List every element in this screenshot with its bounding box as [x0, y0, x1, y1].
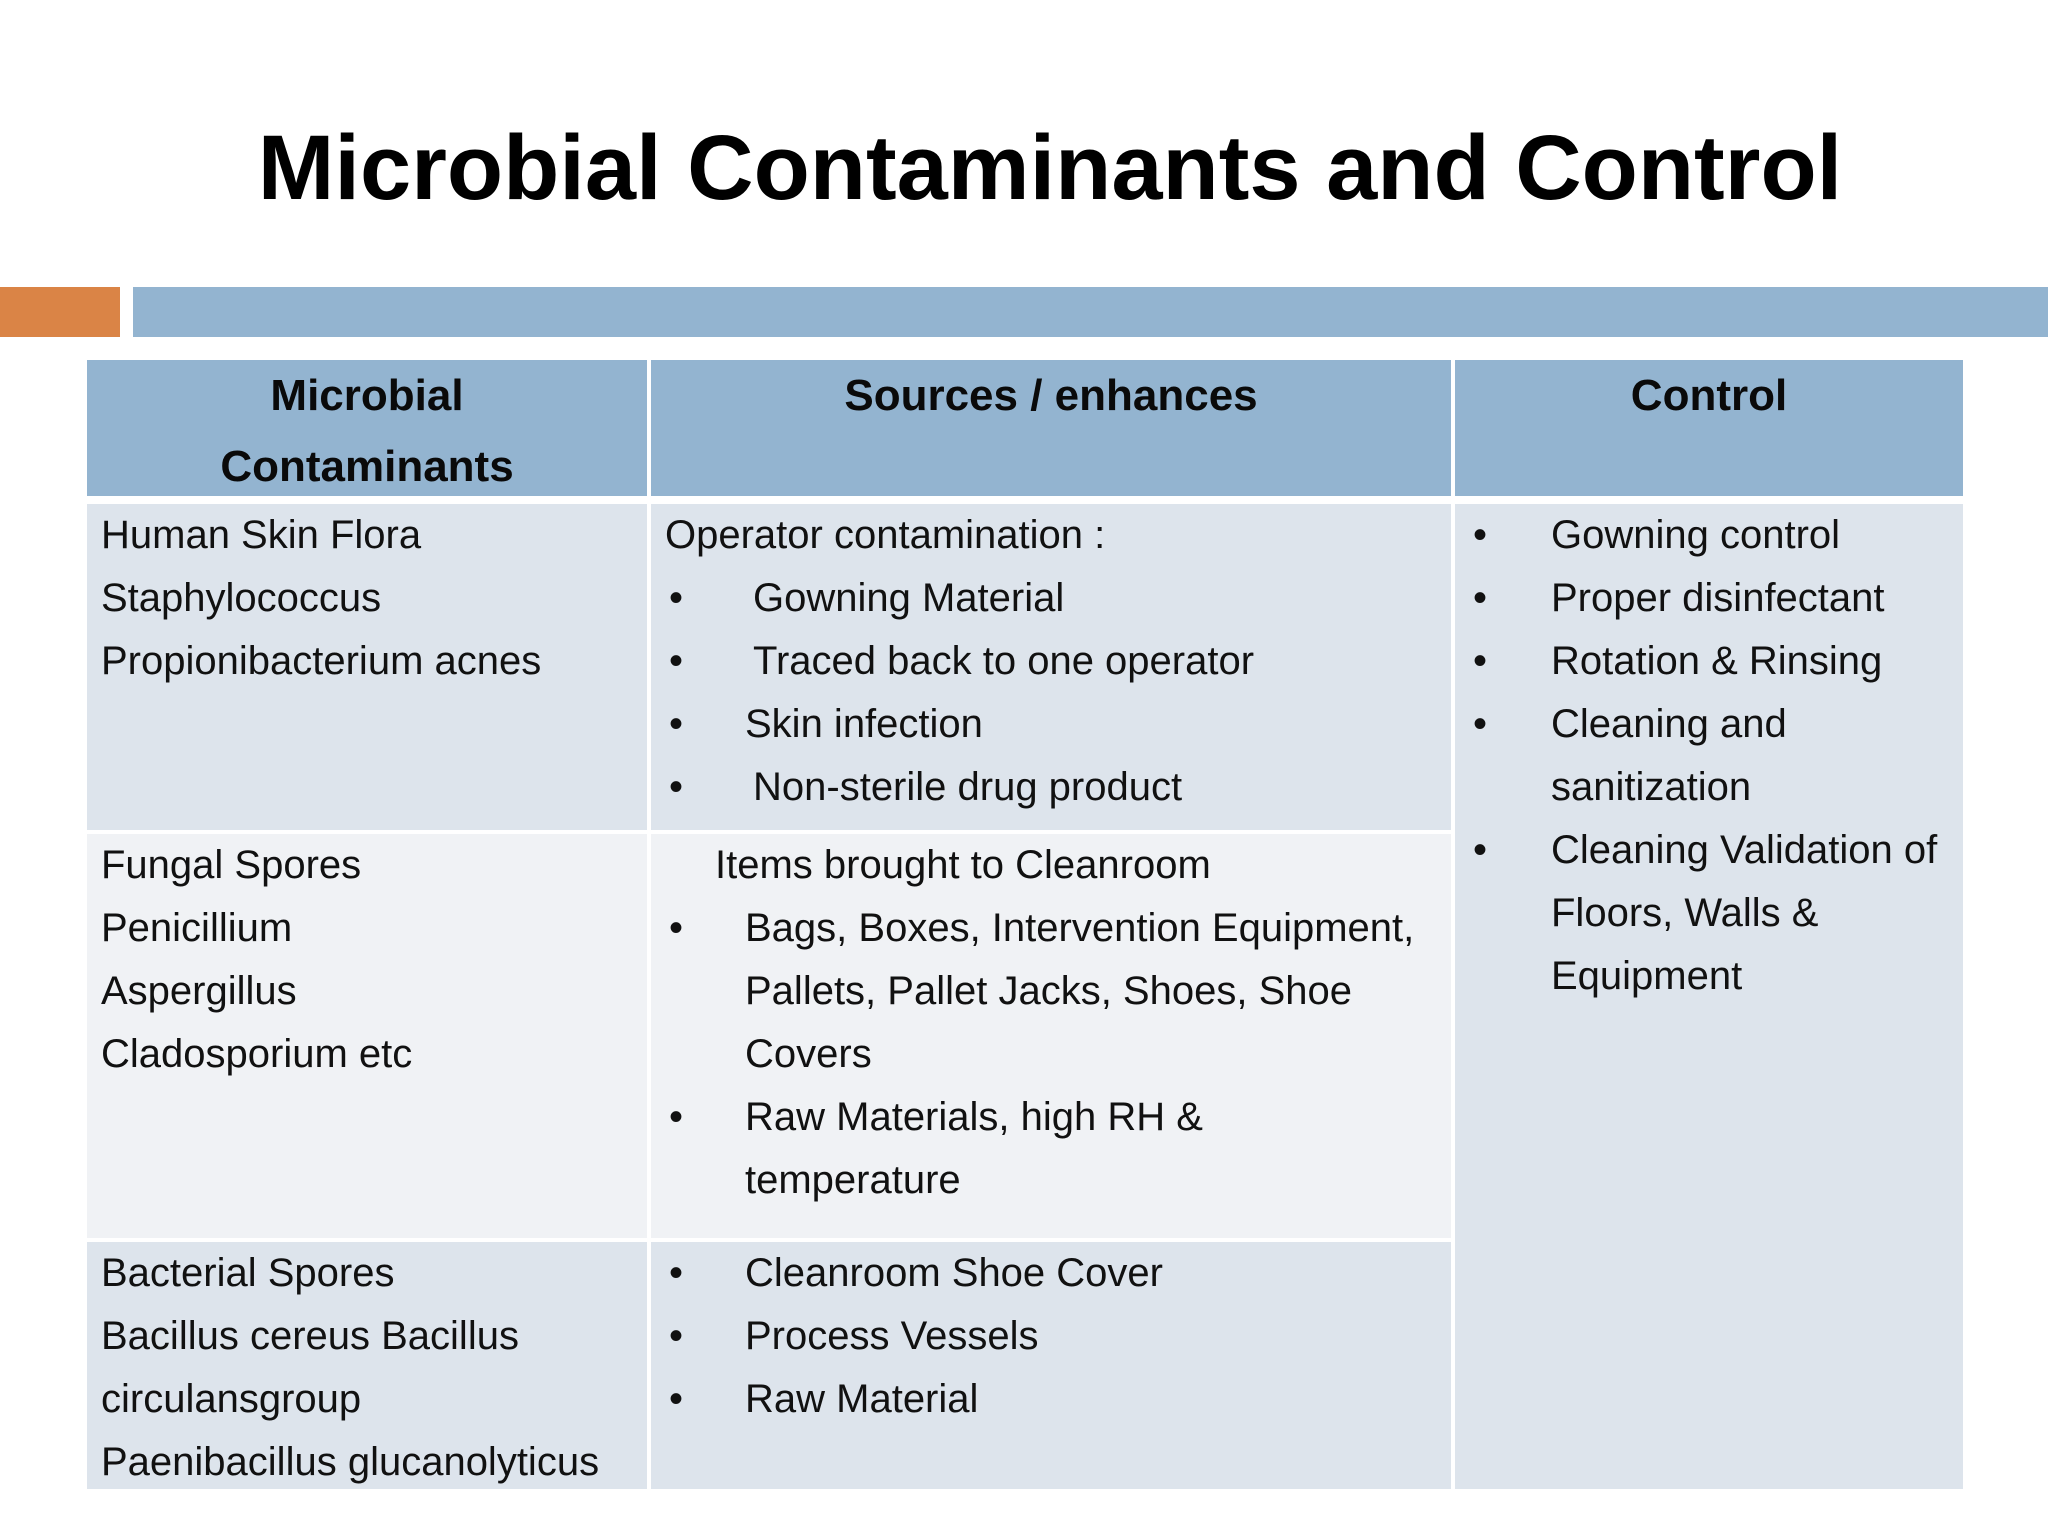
contaminant-item: Bacillus cereus Bacillus [101, 1314, 519, 1358]
header-control-label: Control [1630, 371, 1788, 420]
list-item [665, 567, 1451, 630]
control-item: Proper disinfectant [1551, 576, 1885, 620]
contaminant-item: Aspergillus [101, 969, 297, 1013]
bullet-icon: • [669, 1095, 684, 1139]
table-row-1-sources [647, 496, 1451, 830]
list-item [665, 756, 1451, 819]
contaminant-item: Bacterial Spores [101, 1251, 395, 1295]
contaminant-item: Paenibacillus glucanolyticus [101, 1440, 600, 1484]
contaminant-item: Propionibacterium acnes [101, 639, 542, 683]
list-item [665, 1086, 1451, 1212]
bullet-icon: • [669, 1377, 684, 1421]
list-item [665, 630, 1451, 693]
bullet-icon: • [1473, 639, 1488, 683]
slide-title: Microbial Contaminants and Control [257, 117, 1843, 219]
source-item: Cleanroom Shoe Cover [745, 1251, 1163, 1295]
list-item [665, 693, 1451, 756]
contaminant-item: Human Skin Flora [101, 513, 422, 557]
bullet-icon: • [669, 702, 684, 746]
source-item: Non-sterile drug product [753, 765, 1183, 809]
contaminant-item: Cladosporium etc [101, 1032, 413, 1076]
bullet-icon: • [669, 1314, 684, 1358]
header-contaminants-line2: Contaminants [220, 442, 514, 491]
source-item: Skin infection [745, 702, 983, 746]
control-item: Cleaning and sanitization [1551, 702, 1787, 809]
list-item [1469, 819, 1963, 1008]
bullet-icon: • [1473, 702, 1488, 746]
accent-bar-orange [0, 287, 120, 337]
bullet-icon: • [669, 765, 684, 809]
control-item: Rotation & Rinsing [1551, 639, 1883, 683]
source-item: Raw Materials, high RH & temperature [745, 1095, 1203, 1202]
table-row-2-contaminants [87, 830, 647, 1238]
bullet-icon: • [1473, 513, 1488, 557]
table-row-1-contaminants [87, 496, 647, 830]
table-row-3-sources [647, 1238, 1451, 1489]
list-item [665, 1305, 1451, 1368]
bullet-icon: • [1473, 576, 1488, 620]
contaminants-table [87, 360, 1963, 1489]
contaminant-item: Penicillium [101, 906, 293, 950]
bullet-icon: • [669, 906, 684, 950]
header-contaminants [87, 360, 647, 496]
control-item: Gowning control [1551, 513, 1841, 557]
list-item [1469, 567, 1963, 630]
list-item [665, 1242, 1451, 1305]
sources-title: Operator contamination : [665, 513, 1106, 557]
bullet-icon: • [1473, 828, 1488, 872]
list-item [665, 897, 1451, 1086]
sources-title: Items brought to Cleanroom [715, 843, 1211, 887]
source-item: Traced back to one operator [753, 639, 1255, 683]
bullet-icon: • [669, 1251, 684, 1295]
list-item [1469, 693, 1963, 819]
contaminant-item: circulansgroup [101, 1377, 362, 1421]
table-row-3-contaminants [87, 1238, 647, 1489]
list-item [1469, 504, 1963, 567]
control-list [1451, 496, 1963, 1489]
source-item: Bags, Boxes, Intervention Equipment, Pallets, Pallet Jacks, Shoes, Shoe Covers [745, 906, 1415, 1076]
control-item: Cleaning Validation of Floors, Walls & Equipment [1551, 828, 1938, 998]
header-sources [647, 360, 1451, 496]
source-item: Raw Material [745, 1377, 979, 1421]
bullet-icon: • [669, 639, 684, 683]
header-sources-label: Sources / enhances [844, 371, 1258, 420]
header-control [1451, 360, 1963, 496]
list-item [665, 1368, 1451, 1431]
header-contaminants-line1: Microbial [270, 371, 464, 420]
contaminant-item: Fungal Spores [101, 843, 362, 887]
accent-bar-blue [133, 287, 2048, 337]
bullet-icon: • [669, 576, 684, 620]
table-row-2-sources [647, 830, 1451, 1238]
contaminant-item: Staphylococcus [101, 576, 382, 620]
source-item: Gowning Material [753, 576, 1065, 620]
list-item [1469, 630, 1963, 693]
source-item: Process Vessels [745, 1314, 1039, 1358]
